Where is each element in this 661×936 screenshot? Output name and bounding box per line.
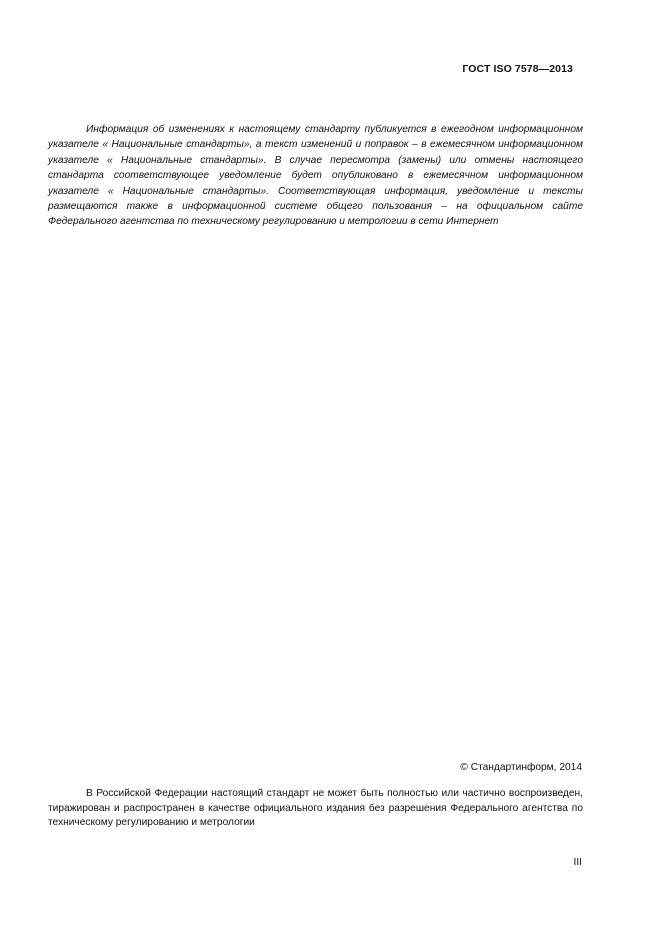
copyright-line: © Стандартинформ, 2014 — [460, 762, 582, 773]
reproduction-notice-paragraph: В Российской Федерации настоящий стандарт не может быть полностью или частично воспроизведен, тиражирован и распространен в качестве официального издания без разрешения Федерального агентства по техническому регулированию и метрологии — [48, 788, 583, 829]
amendments-notice-paragraph: Информация об изменениях к настоящему стандарту публикуется в ежегодном информационном указателе « Национальные стандарты», а текст изменений и поправок – в ежемесячном информационном указателе « Национальные стандарты». В случае пересмотра (замены) или отмены настоящего стандарта соответствующее уведомление будет опубликовано в ежемесячном информационном указателе « Национальные стандарты». Соответствующая информация, уведомление и тексты размещаются также в информационной системе общего пользования – на официальном сайте Федерального агентства по техническому регулированию и метрологии в сети Интернет — [48, 124, 583, 228]
page-number: III — [573, 857, 582, 868]
standard-code-header: ГОСТ ISO 7578—2013 — [462, 63, 573, 75]
